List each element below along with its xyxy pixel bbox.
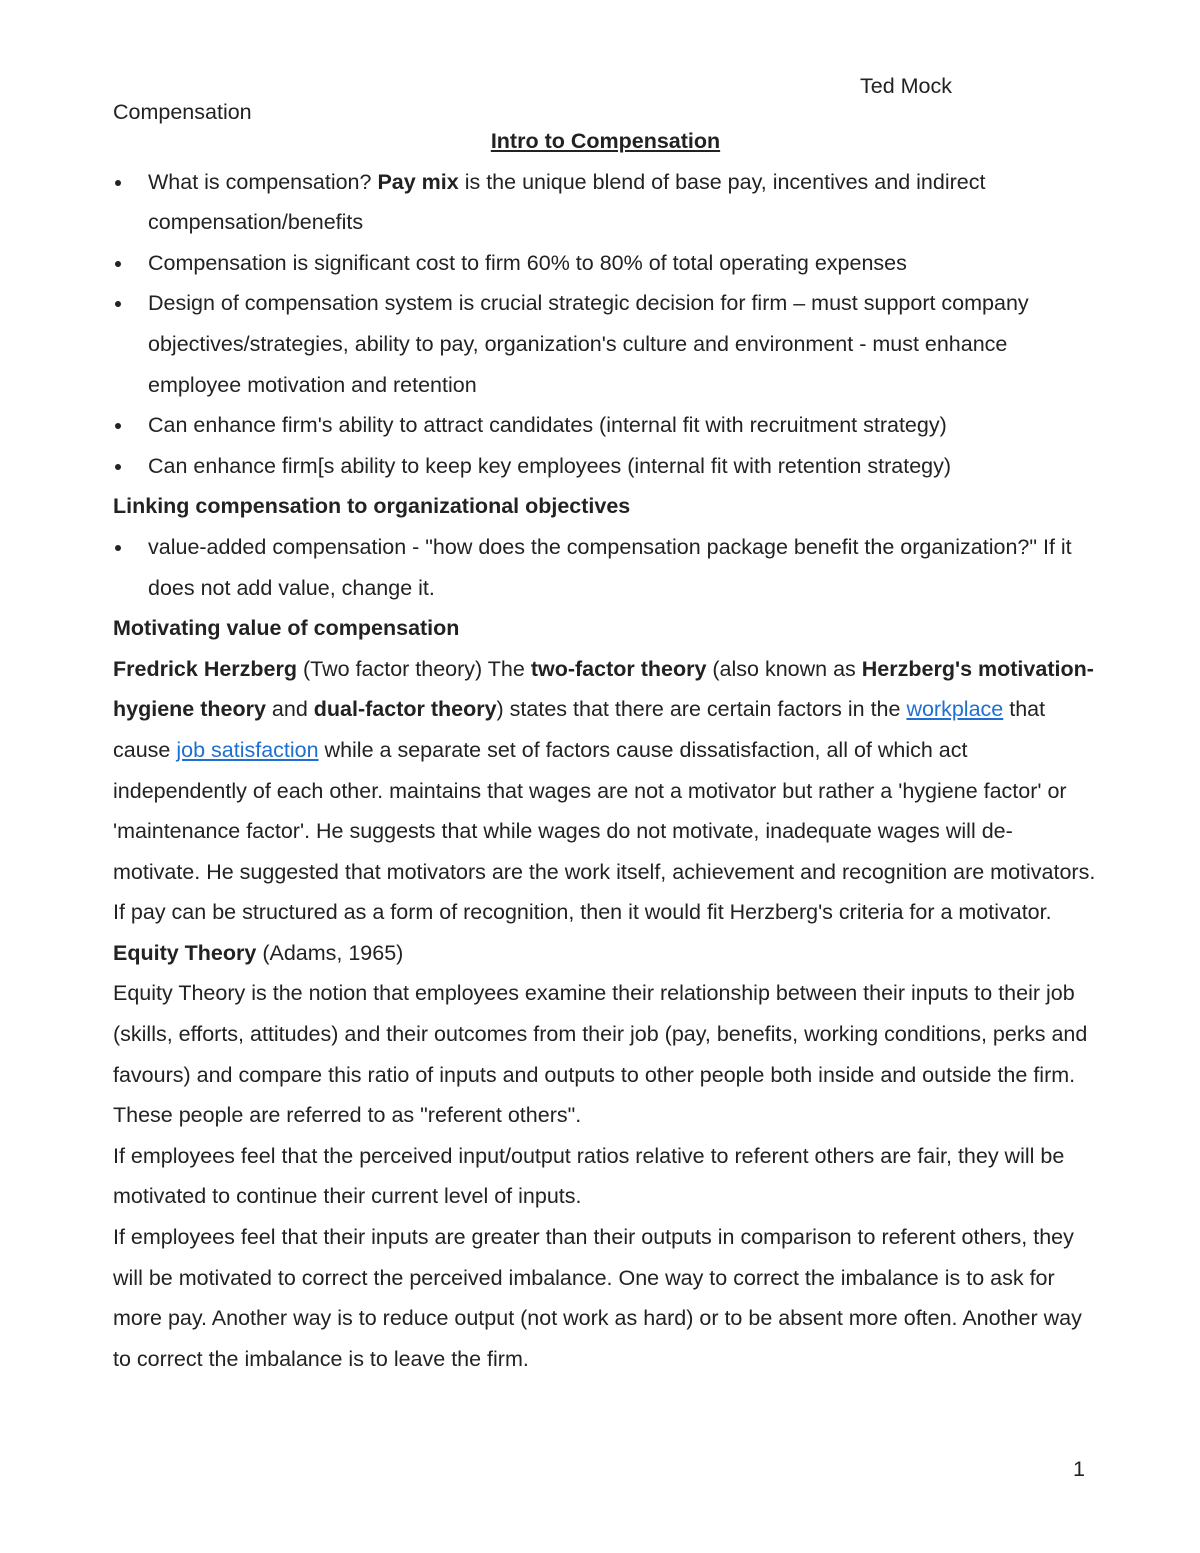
pay-mix-term: Pay mix <box>377 169 459 194</box>
job-satisfaction-link[interactable]: job satisfaction <box>176 737 319 762</box>
equity-citation: (Adams, 1965) <box>256 940 404 965</box>
bullet-text: Design of compensation system is crucial strategic decision for firm – must support company objectives/strategies, ability to pay, organization's culture and environment - must enhance employee motivation and retention <box>148 291 1029 397</box>
paragraph-text: that cause <box>113 697 1046 762</box>
list-item <box>113 283 1098 405</box>
bullet-text: value-added compensation - "how does the compensation package benefit the organization?" If it does not add value, change it. <box>148 534 1072 600</box>
list-item <box>113 446 1098 487</box>
bullet-text: Can enhance firm's ability to attract candidates (internal fit with recruitment strategy) <box>148 413 947 438</box>
section-heading-linking: Linking compensation to organizational objectives <box>113 494 631 519</box>
herzberg-paragraph <box>113 649 1098 933</box>
two-factor-term: two-factor theory <box>530 656 707 681</box>
document-body <box>113 121 1098 1379</box>
paragraph-text: ) states that there are certain factors in the <box>496 697 907 722</box>
page-number: 1 <box>1073 1457 1085 1481</box>
linking-bullet-list <box>113 527 1098 608</box>
course-title: Compensation <box>113 100 252 124</box>
list-item <box>113 243 1098 284</box>
intro-bullet-list <box>113 162 1098 487</box>
paragraph-text: and <box>265 697 314 722</box>
paragraph-text: while a separate set of factors cause dissatisfaction, all of which act independently of each other. maintains that wages are not a motivator but rather a 'hygiene factor' or 'maintenance factor'. He suggests that while wages do not motivate, inadequate wages will de-motivate. He suggested that motivators are the work itself, achievement and recognition are motivators. If pay can be structured as a form of recognition, then it would fit Herzberg's criteria for a motivator. <box>113 737 1096 925</box>
bullet-text: Can enhance firm[s ability to keep key employees (internal fit with retention strategy) <box>148 453 952 478</box>
equity-theory-heading: Equity Theory <box>113 940 257 965</box>
equity-paragraph-2: If employees feel that the perceived input/output ratios relative to referent others are fair, they will be motivated to continue their current level of inputs. <box>113 1143 1065 1209</box>
list-item <box>113 405 1098 446</box>
bullet-text: Compensation is significant cost to firm 60% to 80% of total operating expenses <box>148 250 907 275</box>
motivation-hygiene-term: Herzberg's motivation-hygiene theory <box>113 656 1094 722</box>
dual-factor-term: dual-factor theory <box>313 697 497 722</box>
section-title-intro: Intro to Compensation <box>490 129 721 153</box>
equity-paragraph-1: Equity Theory is the notion that employees examine their relationship between their inputs to their job (skills, efforts, attitudes) and their outcomes from their job (pay, benefits, working conditions, perks and favours) and compare this ratio of inputs and outputs to other people both inside and outside the firm. These people are referred to as "referent others". <box>113 981 1088 1128</box>
list-item <box>113 527 1098 608</box>
author-name: Ted Mock <box>860 74 953 98</box>
workplace-link[interactable]: workplace <box>906 697 1004 722</box>
paragraph-text: (Two factor theory) The <box>297 656 531 681</box>
herzberg-name: Fredrick Herzberg <box>113 656 298 681</box>
bullet-text: What is compensation? <box>148 169 378 194</box>
section-heading-equity <box>113 933 1098 974</box>
section-heading-motivating: Motivating value of compensation <box>113 616 460 641</box>
paragraph-text: (also known as <box>706 656 862 681</box>
list-item <box>113 162 1098 243</box>
equity-paragraph-3: If employees feel that their inputs are greater than their outputs in comparison to referent others, they will be motivated to correct the perceived imbalance. One way to correct the imbalance is to ask for more pay. Another way is to reduce output (not work as hard) or to be absent more often. Another way to correct the imbalance is to leave the firm. <box>113 1225 1082 1371</box>
bullet-text: is the unique blend of base pay, incentives and indirect compensation/benefits <box>148 169 986 235</box>
